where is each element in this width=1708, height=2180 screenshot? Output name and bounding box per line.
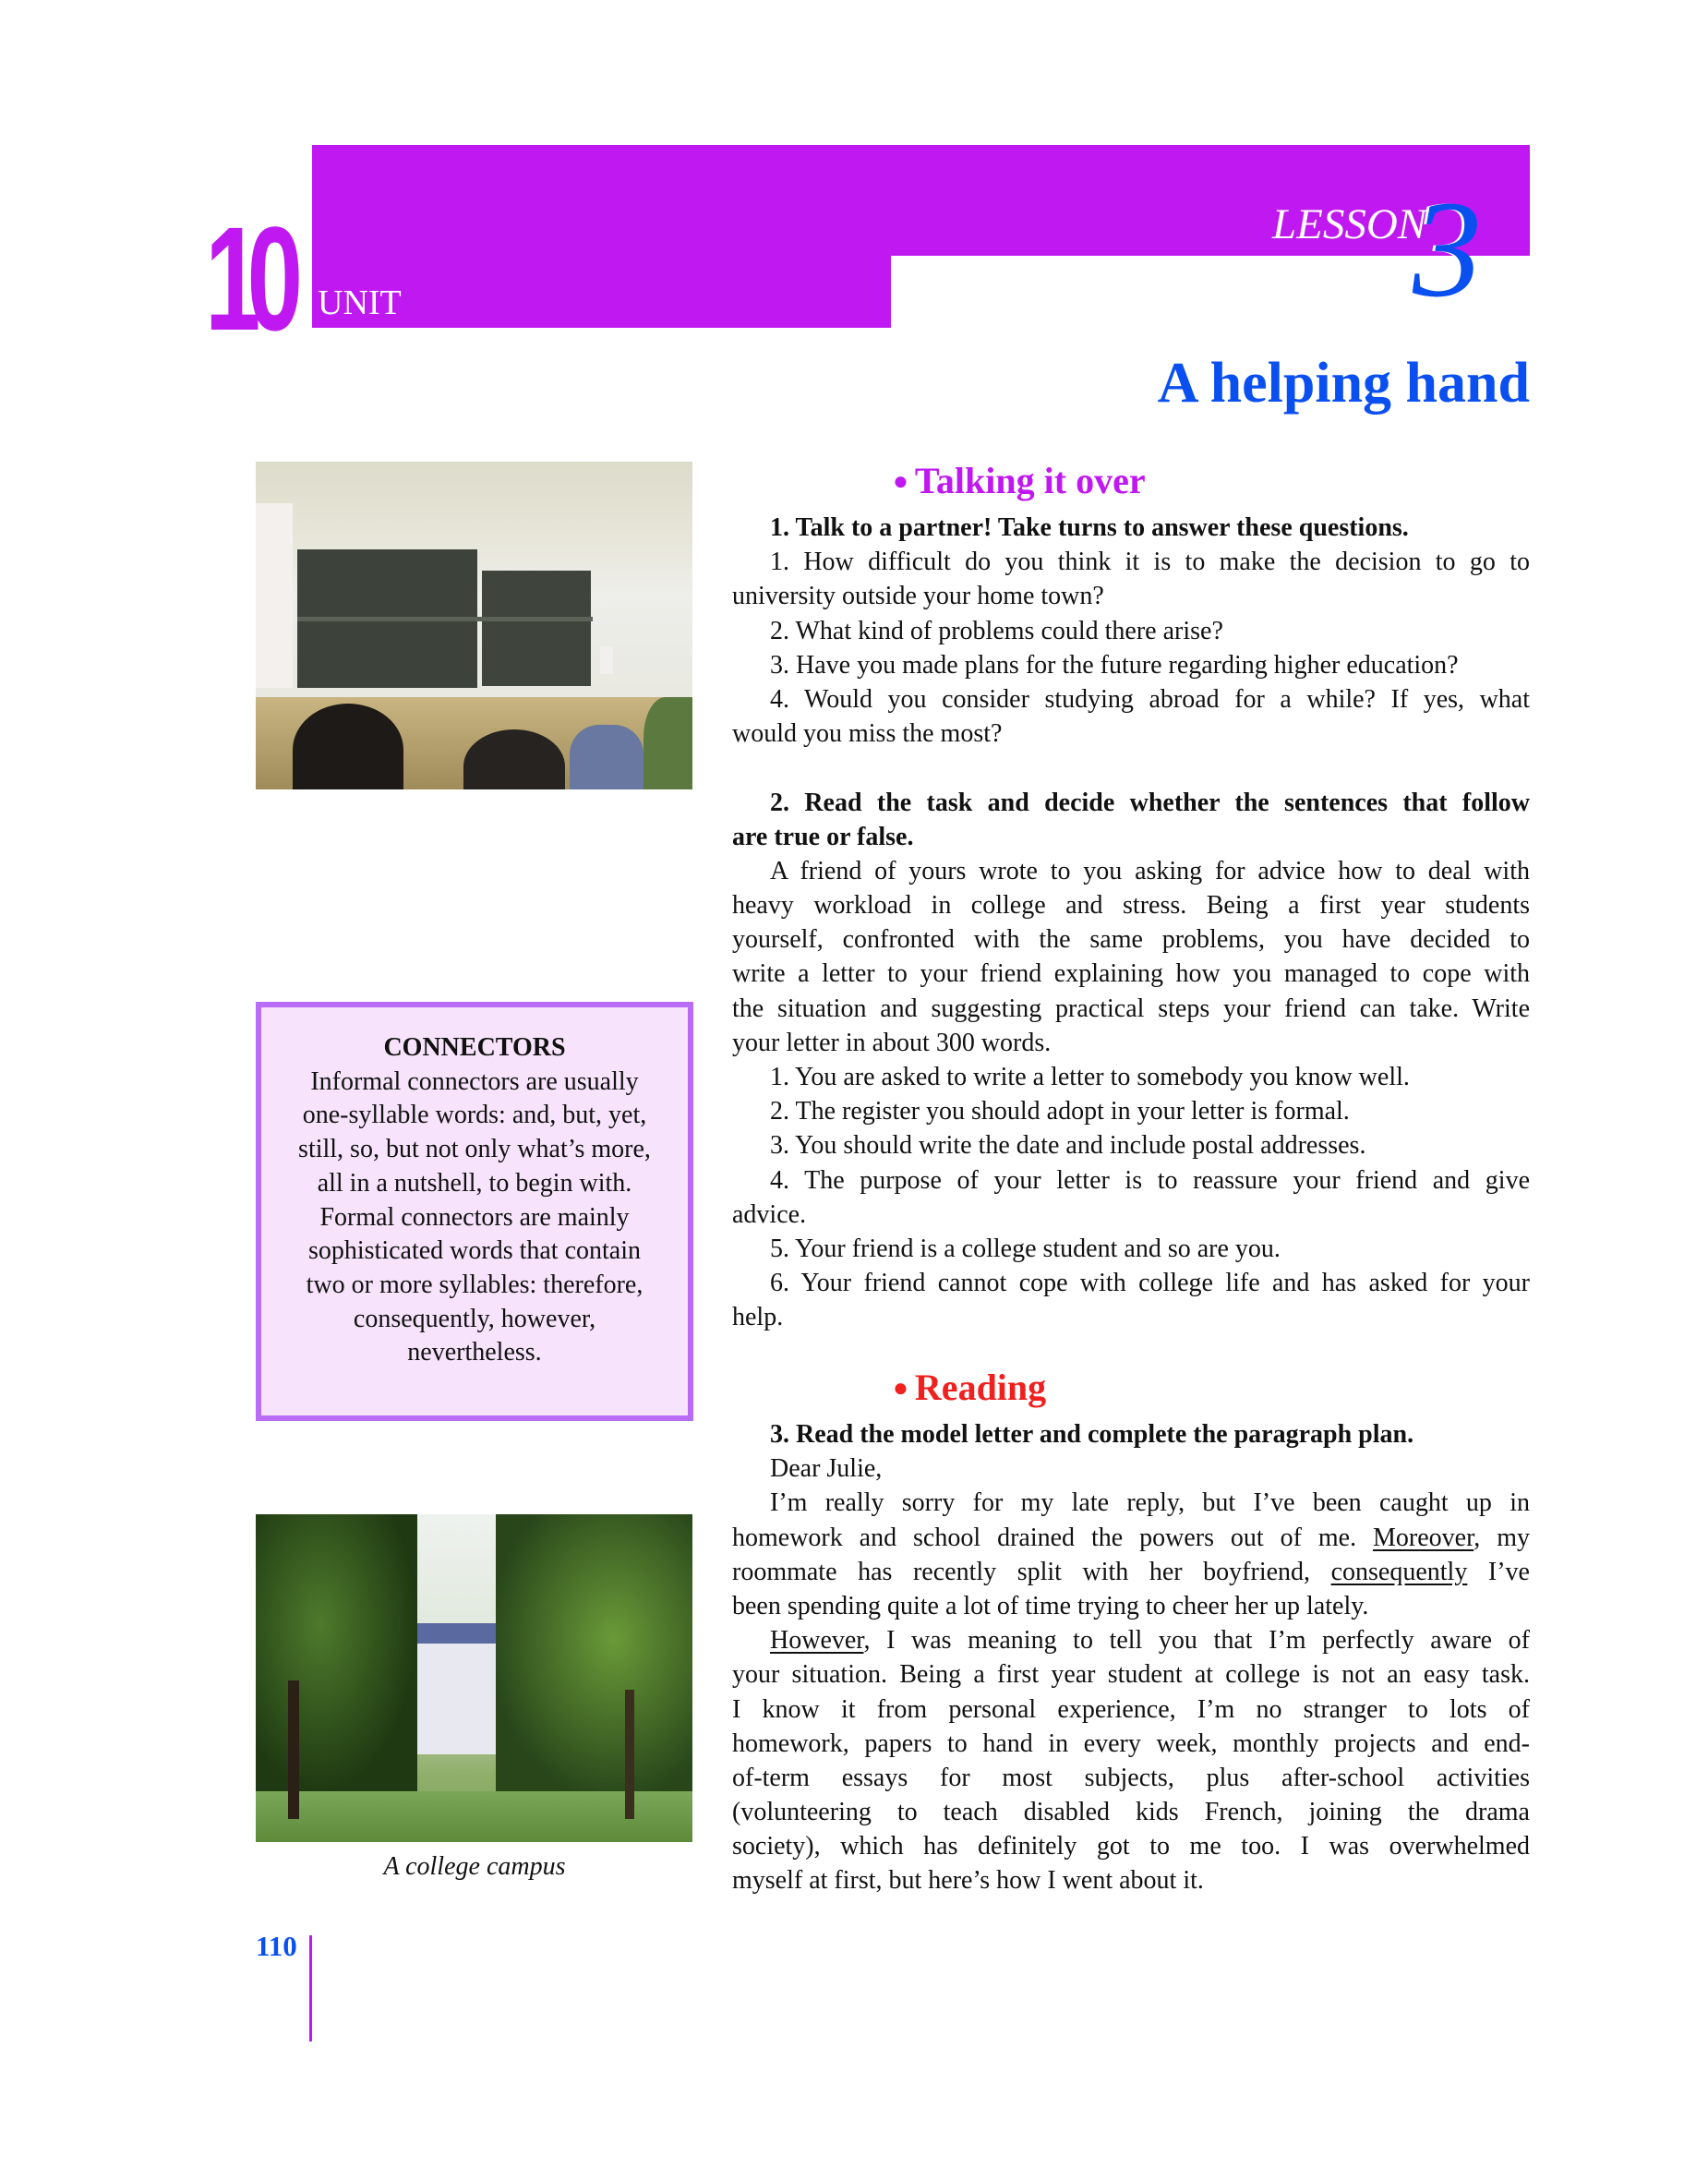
connectors-line: all in a nutshell, to begin with. [317,1168,632,1198]
section-heading [732,459,1530,504]
text-segment: homework and school drained the powers out of me. [732,1523,1373,1552]
paragraph [732,1060,1530,1094]
section-talking-it-over [732,459,1530,1335]
blank-line [732,751,1530,785]
connectors-line: Formal connectors are mainly [319,1202,630,1232]
text-line: been spending quite a lot of time trying to cheer her up lately. [732,1591,1369,1620]
paragraph [732,1266,1530,1334]
page-title: A helping hand [1157,352,1530,415]
text-line: university outside your home town? [732,582,1104,611]
connectors-box [256,1002,693,1421]
text-line: yourself, confronted with the same problems, you have decided to [732,925,1530,955]
paragraph [732,1128,1530,1162]
text-line: Dear Julie, [770,1454,883,1484]
lesson-number: 3 [1413,173,1482,326]
paragraph [732,1232,1530,1266]
text-line: 4. The purpose of your letter is to reassure your friend and give [770,1165,1530,1195]
connectors-line: two or more syllables: therefore, [306,1270,644,1299]
paragraph [732,545,1530,613]
section-heading-text: Reading [914,1367,1047,1408]
text-line: 6. Your friend cannot cope with college life and has asked for your [770,1269,1530,1298]
underlined-connector: However [770,1626,864,1656]
section-heading-text: Talking it over [914,460,1146,501]
text-line: the situation and suggesting practical steps your friend can take. Write [732,994,1530,1023]
text-line: 4. Would you consider studying abroad for a while? If yes, what [770,684,1530,714]
section-reading [732,1366,1530,1898]
connectors-line: Informal connectors are usually [310,1066,639,1096]
text-line: 2. What kind of problems could there arise? [770,616,1223,645]
paragraph [732,682,1530,751]
college-campus-photo [256,1514,692,1842]
connectors-line: nevertheless. [407,1338,542,1367]
lecture-hall-photo [256,462,692,789]
text-line: 3. You should write the date and include postal addresses. [770,1131,1366,1161]
page-number: 110 [256,1930,297,1962]
text-line: would you miss the most? [732,719,1003,749]
connectors-heading: CONNECTORS [383,1033,566,1062]
paragraph [732,1623,1530,1898]
underlined-connector: Moreover [1373,1523,1474,1552]
connectors-line: one-syllable words: and, but, yet, [302,1101,647,1130]
text-line: heavy workload in college and stress. Being a first year students [732,891,1530,921]
section-heading [732,1366,1530,1411]
text-line: 2. The register you should adopt in your letter is formal. [770,1097,1350,1126]
text-line [732,1555,1530,1589]
connectors-line: sophisticated words that contain [307,1236,642,1266]
paragraph [732,1486,1530,1623]
text-line: are true or false. [732,822,914,851]
paragraph [732,511,1530,545]
text-line: I know it from personal experience, I’m no stranger to lots of [732,1694,1530,1724]
connectors-line: still, so, but not only what’s more, [298,1135,651,1164]
text-line: 2. Read the task and decide whether the sentences that follow [770,788,1530,817]
text-line: 3. Read the model letter and complete the paragraph plan. [770,1420,1414,1449]
text-line: 1. Talk to a partner! Take turns to answer these questions. [770,513,1409,542]
text-line: society), which has definitely got to me too. I was overwhelmed [732,1832,1530,1861]
text-line: homework, papers to hand in every week, monthly projects and end- [732,1728,1530,1758]
paragraph [732,1094,1530,1128]
paragraph [732,648,1530,682]
bullet-icon: ● [893,1374,915,1403]
lesson-label: LESSON [1272,200,1427,248]
text-line: write a letter to your friend explaining how you managed to cope with [732,959,1530,989]
paragraph [732,854,1530,1060]
unit-number: 10 [205,196,290,361]
text-segment: I’ve [1467,1557,1530,1586]
underlined-connector: consequently [1330,1557,1468,1586]
paragraph [732,1163,1530,1232]
page-number-rule [309,1935,312,2041]
paragraph [732,1451,1530,1486]
paragraph [732,614,1530,648]
text-line: 1. How difficult do you think it is to make the decision to go to [770,548,1530,577]
text-line: your situation. Being a first year student at college is not an easy task. [732,1660,1530,1690]
connectors-line: consequently, however, [353,1304,596,1333]
unit-label: UNIT [318,283,402,322]
text-line: I’m really sorry for my late reply, but I’ve been caught up in [770,1488,1530,1518]
paragraph [732,786,1530,854]
text-line [732,1623,1530,1657]
text-segment: , my [1473,1523,1530,1552]
text-line: myself at first, but here’s how I went about it. [732,1866,1204,1896]
bullet-icon: ● [893,467,915,496]
text-segment: roommate has recently split with her boyfriend, [732,1557,1331,1586]
text-line: 1. You are asked to write a letter to somebody you know well. [770,1063,1410,1091]
text-line [732,1521,1530,1555]
text-line: (volunteering to teach disabled kids French, joining the drama [732,1798,1530,1827]
text-line: of-term essays for most subjects, plus after-school activities [732,1763,1530,1792]
text-line: A friend of yours wrote to you asking for advice how to deal with [770,856,1530,885]
photo-caption: A college campus [383,1852,566,1881]
text-segment: , I was meaning to tell you that I’m perfectly aware of [863,1626,1530,1656]
text-line: your letter in about 300 words. [732,1028,1052,1057]
text-line: 3. Have you made plans for the future regarding higher education? [770,650,1459,680]
paragraph [732,1417,1530,1451]
text-line: advice. [732,1199,807,1229]
text-line: help. [732,1303,784,1332]
text-line: 5. Your friend is a college student and so are you. [770,1234,1281,1263]
